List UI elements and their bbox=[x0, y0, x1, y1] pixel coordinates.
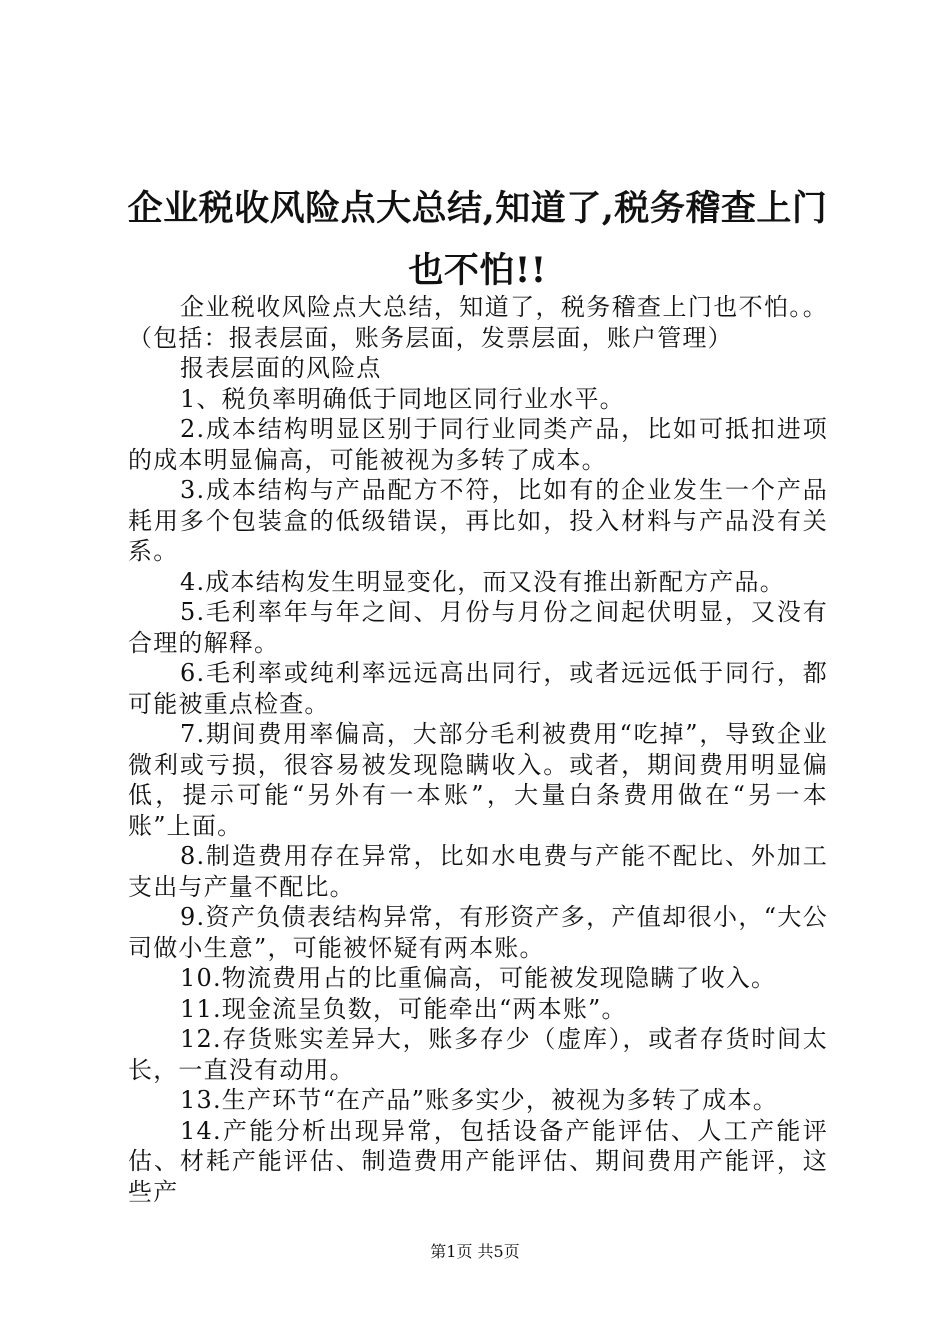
document-title bbox=[110, 178, 845, 302]
list-item: 12.存货账实差异大，账多存少（虚库），或者存货时间太长，一直没有动用。 bbox=[128, 1025, 828, 1084]
title-line-2: 也不怕!! bbox=[408, 250, 547, 291]
paragraph-intro: 企业税收风险点大总结，知道了，税务稽查上门也不怕。。（包括：报表层面，账务层面，发票层面，账户管理） bbox=[128, 293, 828, 352]
list-item: 2.成本结构明显区别于同行业同类产品，比如可抵扣进项的成本明显偏高，可能被视为多转了成本。 bbox=[128, 415, 828, 474]
list-item: 14.产能分析出现异常，包括设备产能评估、人工产能评估、材耗产能评估、制造费用产能评估、期间费用产能评，这些产 bbox=[128, 1116, 828, 1206]
list-item: 10.物流费用占的比重偏高，可能被发现隐瞒了收入。 bbox=[180, 964, 777, 992]
list-item: 6.毛利率或纯利率远远高出同行，或者远远低于同行，都可能被重点检查。 bbox=[128, 659, 828, 718]
page-footer: 第1页 共5页 bbox=[430, 1242, 520, 1261]
list-item: 1、税负率明确低于同地区同行业水平。 bbox=[180, 384, 625, 413]
document-body bbox=[128, 292, 828, 1207]
list-item: 7.期间费用率偏高，大部分毛利被费用“吃掉”，导致企业微利或亏损，很容易被发现隐瞒收入。或者，期间费用明显偏低，提示可能“另外有一本账”，大量白条费用做在“另一本账”上面。 bbox=[128, 720, 828, 840]
list-item: 5.毛利率年与年之间、月份与月份之间起伏明显，又没有合理的解释。 bbox=[128, 598, 828, 657]
title-line-1: 企业税收风险点大总结,知道了,税务稽查上门 bbox=[127, 188, 828, 229]
list-item: 8.制造费用存在异常，比如水电费与产能不配比、外加工支出与产量不配比。 bbox=[128, 842, 828, 901]
list-item: 13.生产环节“在产品”账多实少，被视为多转了成本。 bbox=[180, 1086, 778, 1114]
list-item: 3.成本结构与产品配方不符，比如有的企业发生一个产品耗用多个包装盒的低级错误，再比如，投入材料与产品没有关系。 bbox=[128, 476, 828, 565]
section-heading: 报表层面的风险点 bbox=[180, 354, 382, 382]
list-item: 9.资产负债表结构异常，有形资产多，产值却很小，“大公司做小生意”，可能被怀疑有两本账。 bbox=[128, 903, 828, 962]
list-item: 11.现金流呈负数，可能牵出“两本账”。 bbox=[180, 994, 627, 1023]
list-item: 4.成本结构发生明显变化，而又没有推出新配方产品。 bbox=[180, 567, 785, 596]
